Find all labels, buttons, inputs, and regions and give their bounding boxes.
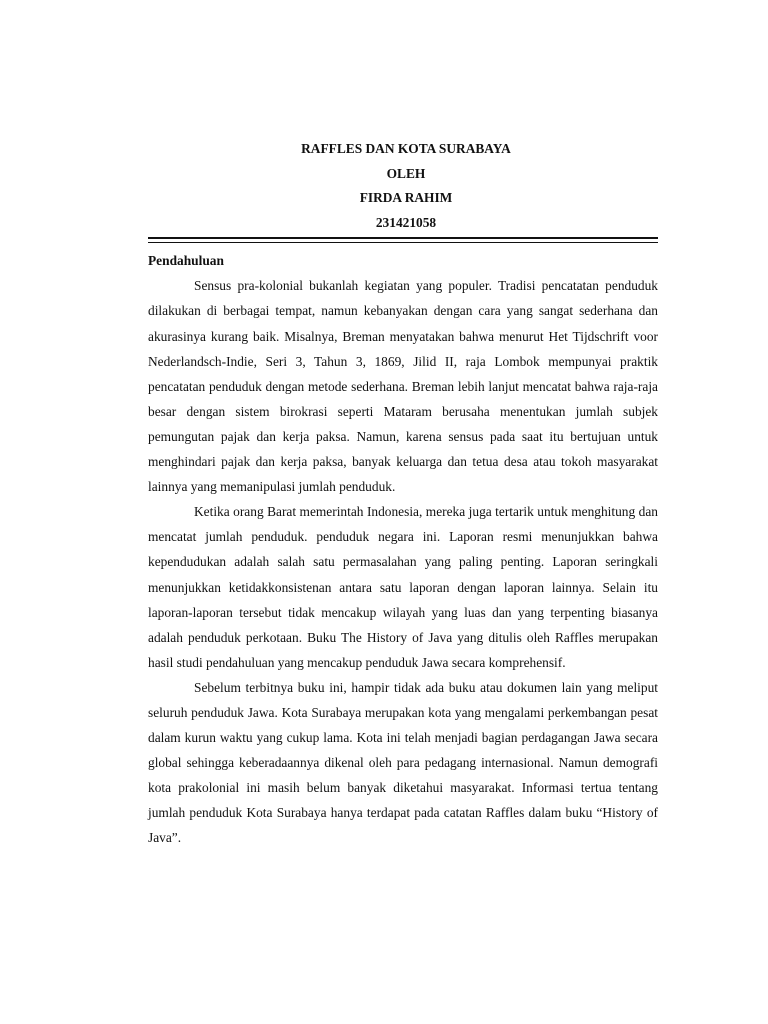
student-id: 231421058	[375, 214, 437, 230]
document-page	[148, 137, 658, 851]
author-name: FIRDA RAHIM	[359, 190, 453, 206]
title-divider	[148, 237, 658, 243]
paragraph-1: Sensus pra-kolonial bukanlah kegiatan yang populer. Tradisi pencatatan penduduk dilakukan di berbagai tempat, namun kebanyakan dengan cara yang sangat sederhana dan akurasinya kurang baik. Misalnya, Breman menyatakan bahwa menurut Het Tijdschrift voor Nederlandsch-Indie, Seri 3, Tahun 3, 1869, Jilid II, raja Lombok mempunyai praktik pencatatan penduduk dengan metode sederhana. Breman lebih lanjut mencatat bahwa raja-raja besar dengan sistem birokrasi seperti Mataram berusaha menentukan jumlah subjek pemungutan pajak dan kerja paksa. Namun, karena sensus pada saat itu bertujuan untuk menghindari pajak dan kerja paksa, banyak keluarga dan tetua desa atau tokoh masyarakat lainnya yang memanipulasi jumlah penduduk.	[148, 278, 658, 495]
paragraph-3: Sebelum terbitnya buku ini, hampir tidak ada buku atau dokumen lain yang meliput seluruh penduduk Jawa. Kota Surabaya merupakan kota yang mengalami perkembangan pesat dalam kurun waktu yang cukup lama. Kota ini telah menjadi bagian perdagangan Jawa secara global sehingga keberadaannya dikenal oleh para pedagang internasional. Namun demografi kota prakolonial ini masih belum banyak diketahui masyarakat. Informasi tertua tentang jumlah penduduk Kota Surabaya hanya terdapat pada catatan Raffles dalam buku “History of Java”.	[148, 679, 658, 846]
section-heading: Pendahuluan	[148, 253, 224, 269]
document-title: RAFFLES DAN KOTA SURABAYA	[301, 141, 511, 156]
paragraph-2: Ketika orang Barat memerintah Indonesia, mereka juga tertarik untuk menghitung dan mencatat jumlah penduduk. penduduk negara ini. Laporan resmi menunjukkan bahwa kependudukan adalah salah satu permasalahan yang paling penting. Laporan seringkali menunjukkan ketidakkonsistenan antara satu laporan dengan laporan lainnya. Selain itu laporan-laporan tersebut tidak mencakup wilayah yang luas dan yang terpenting biasanya adalah penduduk perkotaan. Buku The History of Java yang ditulis oleh Raffles merupakan hasil studi pendahuluan yang mencakup penduduk Jawa secara komprehensif.	[148, 504, 658, 670]
byline-label: OLEH	[386, 165, 426, 181]
title-block	[148, 137, 658, 235]
